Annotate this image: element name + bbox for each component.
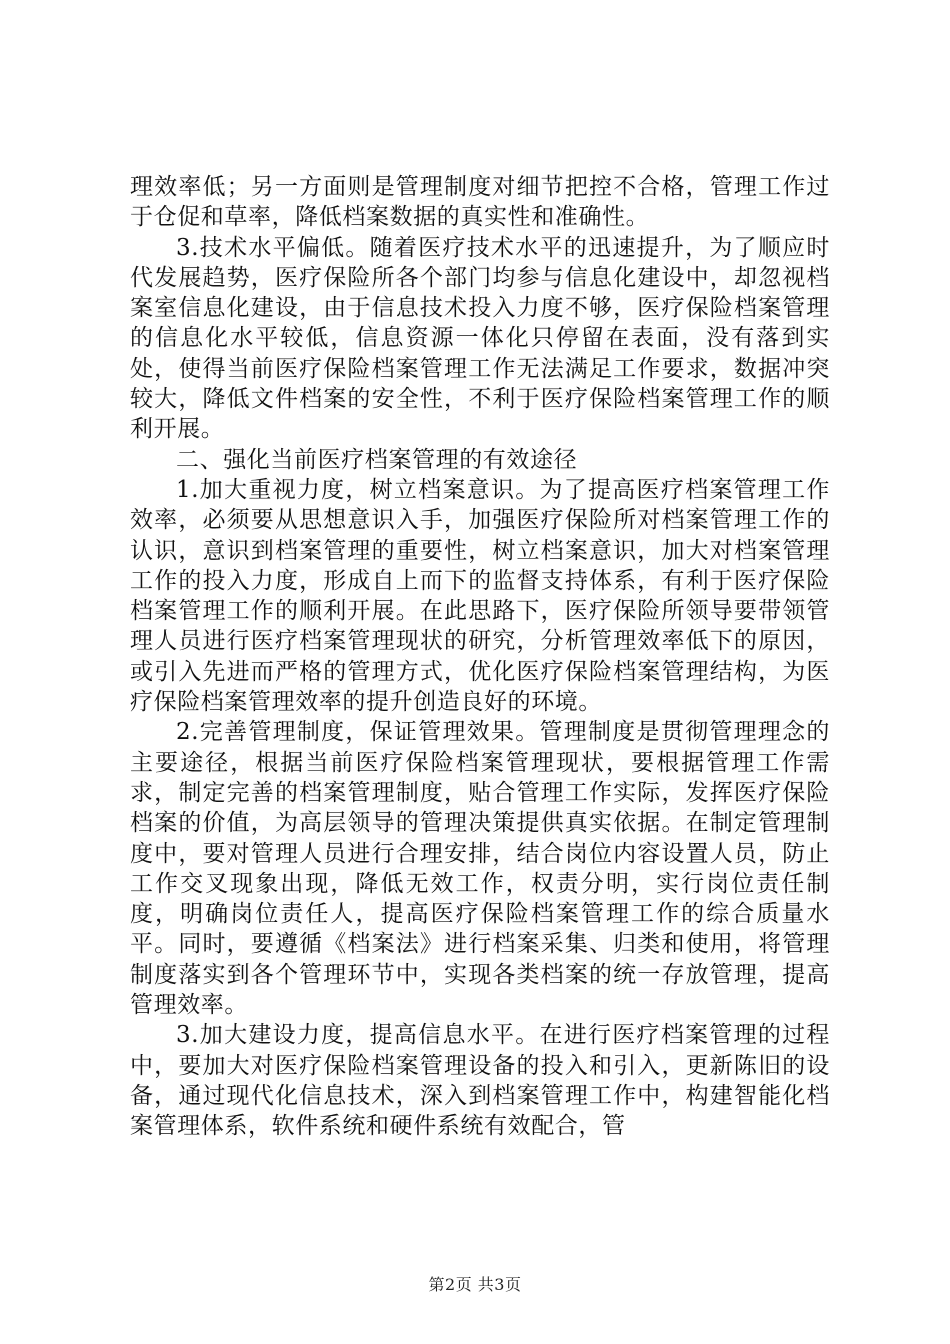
document-body	[130, 172, 830, 1142]
paragraph-technical-level: 3.技术水平偏低。随着医疗技术水平的迅速提升，为了顺应时代发展趋势，医疗保险所各个部门均参与信息化建设中，却忽视档案室信息化建设，由于信息技术投入力度不够，医疗保险档案管理的信息化水平较低，信息资源一体化只停留在表面，没有落到实处，使得当前医疗保险档案管理工作无法满足工作要求，数据冲突较大，降低文件档案的安全性，不利于医疗保险档案管理工作的顺利开展。	[130, 234, 830, 443]
paragraph-continuation: 理效率低；另一方面则是管理制度对细节把控不合格，管理工作过于仓促和草率，降低档案数据的真实性和准确性。	[130, 174, 830, 231]
paragraph-management-system: 2.完善管理制度，保证管理效果。管理制度是贯彻管理理念的主要途径，根据当前医疗保险档案管理现状，要根据管理工作需求，制定完善的档案管理制度，贴合管理工作实际，发挥医疗保险档案的价值，为高层领导的管理决策提供真实依据。在制定管理制度中，要对管理人员进行合理安排，结合岗位内容设置人员，防止工作交叉现象出现，降低无效工作，权责分明，实行岗位责任制度，明确岗位责任人，提高医疗保险档案管理工作的综合质量水平。同时，要遵循《档案法》进行档案采集、归类和使用，将管理制度落实到各个管理环节中，实现各类档案的统一存放管理，提高管理效率。	[130, 719, 830, 1019]
section-heading-effective-approaches: 二、强化当前医疗档案管理的有效途径	[176, 446, 578, 473]
paragraph-information-level: 3.加大建设力度，提高信息水平。在进行医疗档案管理的过程中，要加大对医疗保险档案管理设备的投入和引入，更新陈旧的设备，通过现代化信息技术，深入到档案管理工作中，构建智能化档案管理体系，软件系统和硬件系统有效配合，管	[130, 1022, 830, 1140]
paragraph-archive-awareness: 1.加大重视力度，树立档案意识。为了提高医疗档案管理工作效率，必须要从思想意识入手，加强医疗保险所对档案管理工作的认识，意识到档案管理的重要性，树立档案意识，加大对档案管理工作的投入力度，形成自上而下的监督支持体系，有利于医疗保险档案管理工作的顺利开展。在此思路下，医疗保险所领导要带领管理人员进行医疗档案管理现状的研究，分析管理效率低下的原因，或引入先进而严格的管理方式，优化医疗保险档案管理结构，为医疗保险档案管理效率的提升创造良好的环境。	[130, 476, 830, 716]
page-number-footer: 第2页 共3页	[428, 1275, 522, 1294]
